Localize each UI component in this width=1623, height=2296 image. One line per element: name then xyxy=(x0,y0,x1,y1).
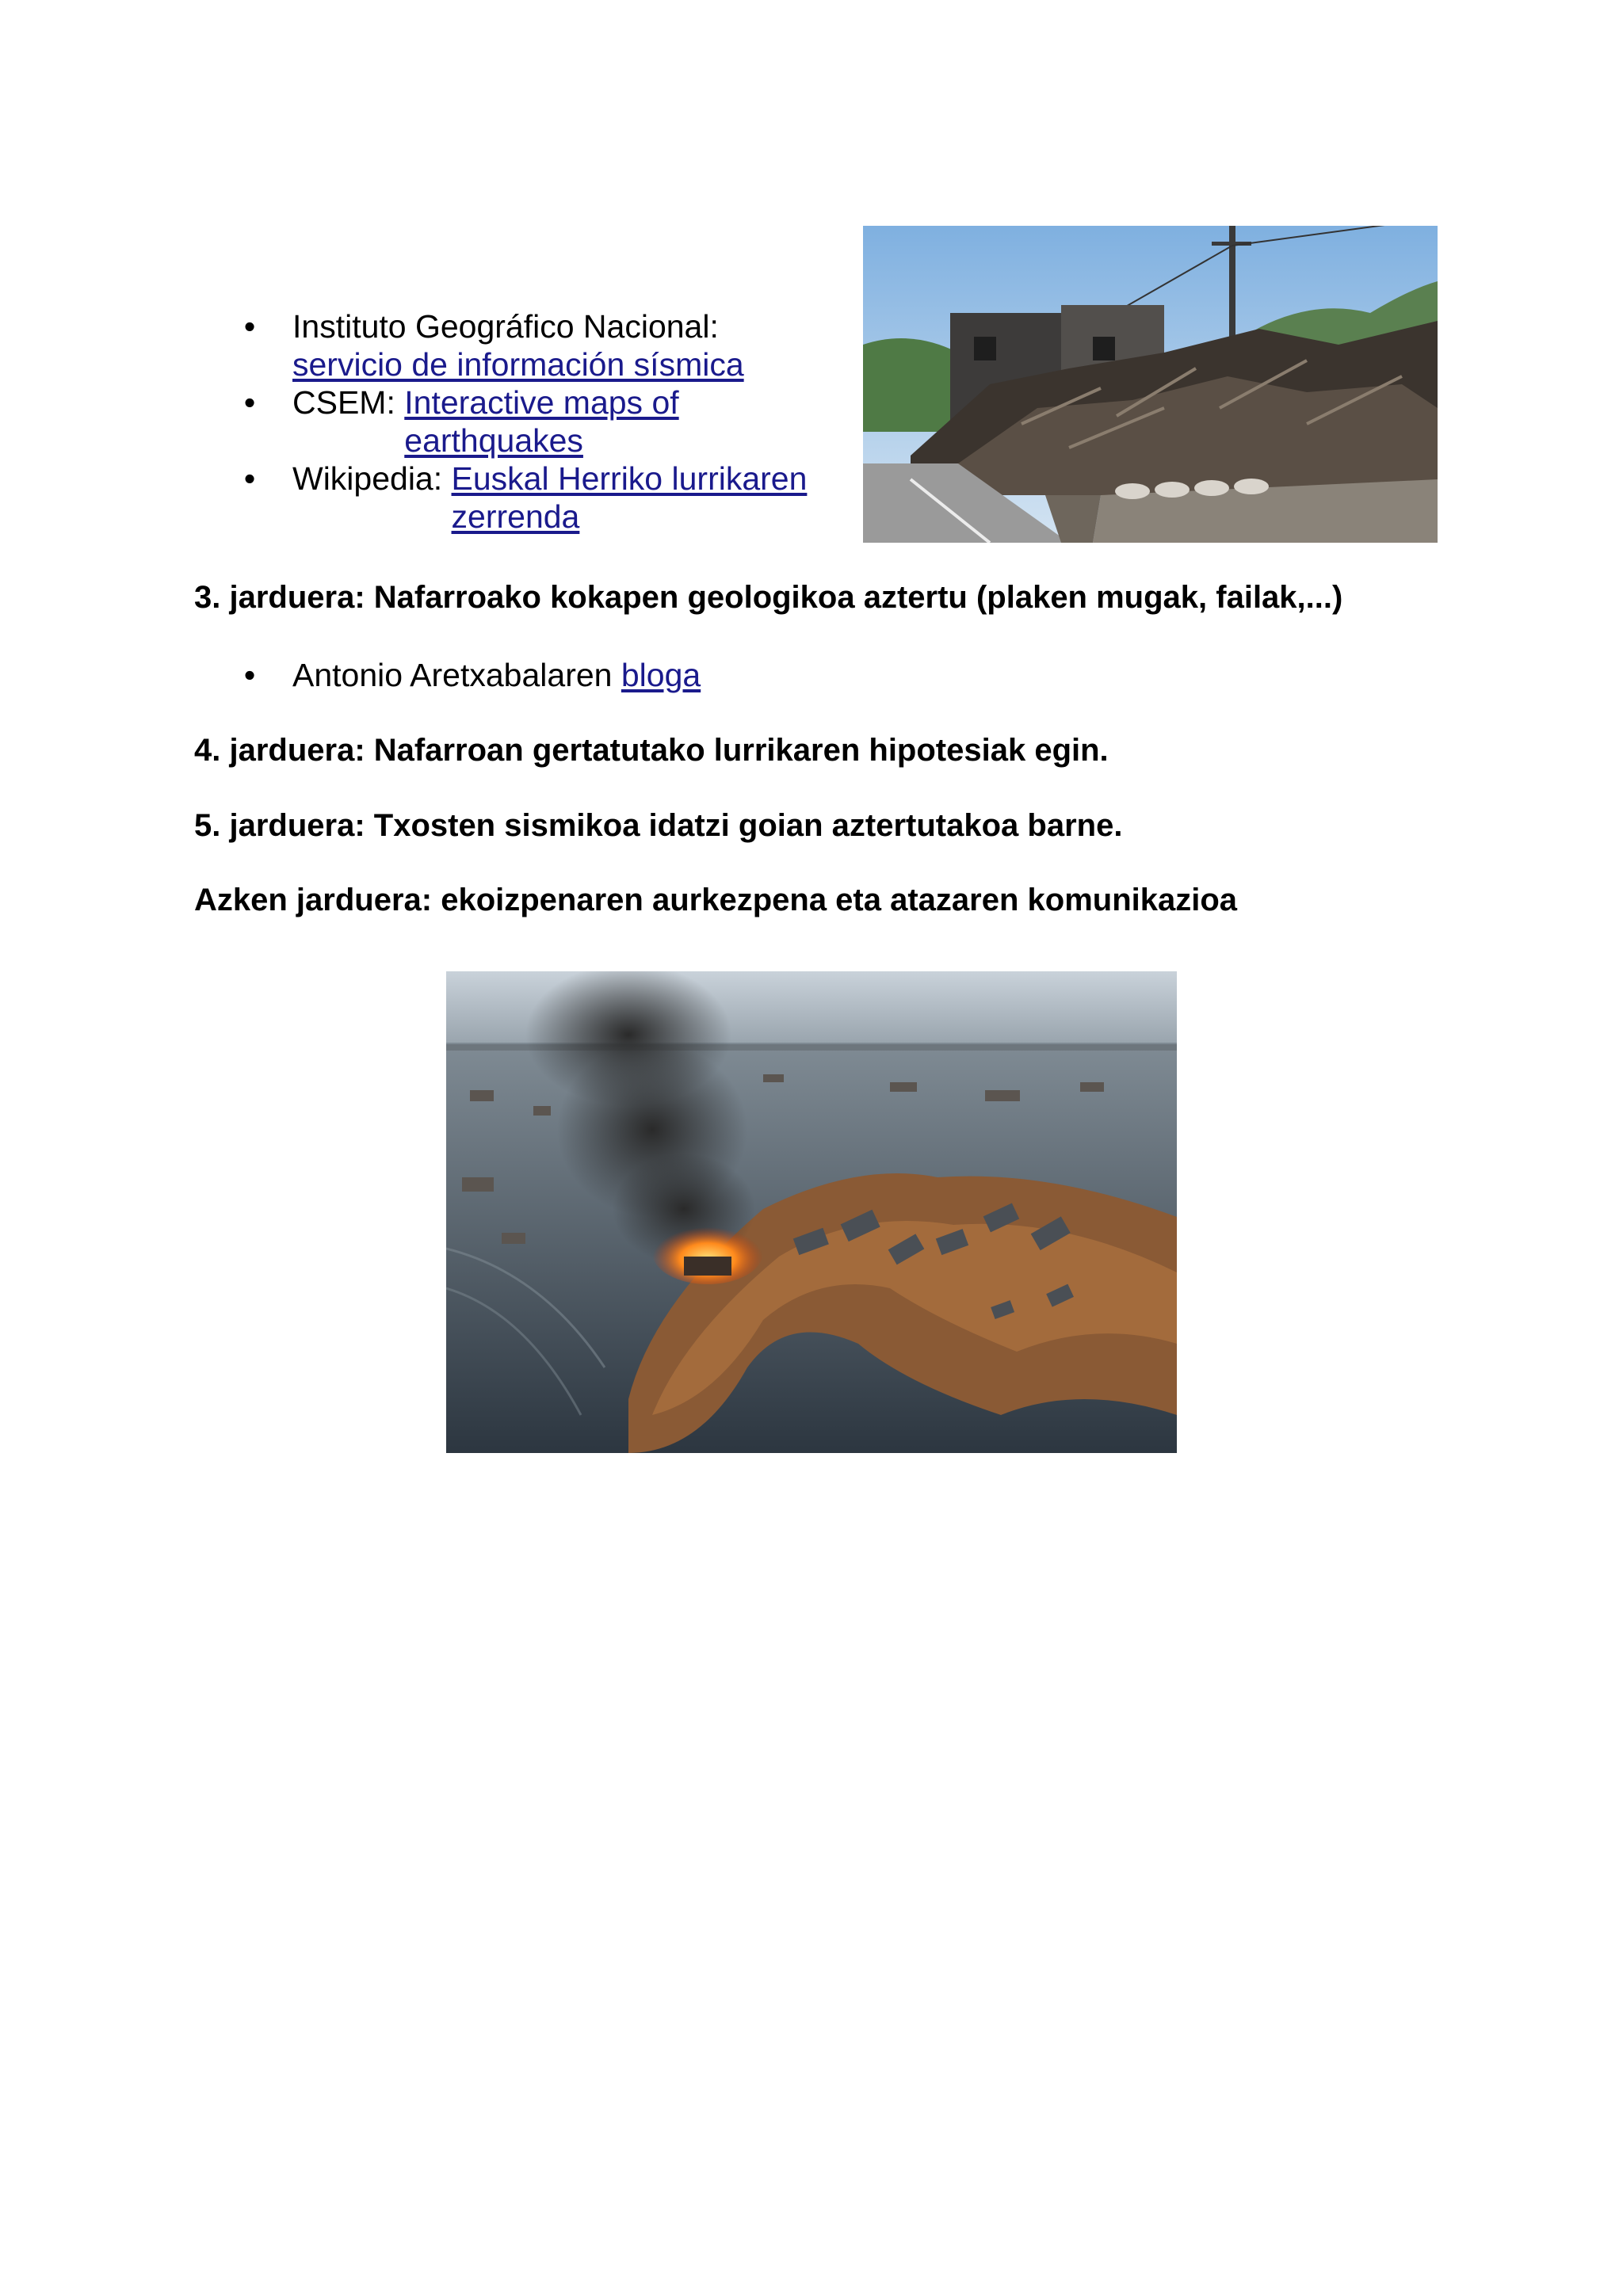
wikipedia-earthquake-list-link[interactable]: Euskal Herriko lurrikaren zerrenda xyxy=(451,460,808,535)
blog-link[interactable]: bloga xyxy=(621,657,701,693)
list-item-wikipedia xyxy=(242,460,828,536)
activity-5-heading: 5. jarduera: Txosten sismikoa idatzi goian aztertutakoa barne. xyxy=(194,808,1123,843)
list-item-blog xyxy=(242,656,701,694)
bullet: • xyxy=(243,460,256,497)
final-activity-heading: Azken jarduera: ekoizpenaren aurkezpena eta atazaren komunikazioa xyxy=(194,883,1238,917)
ign-seismic-info-link[interactable]: servicio de información sísmica xyxy=(292,346,744,383)
tsunami-flood-illustration xyxy=(446,971,1177,1453)
bullet: • xyxy=(243,308,256,345)
earthquake-ruins-illustration xyxy=(863,226,1438,543)
tsunami-flood-photo xyxy=(446,971,1177,1453)
csem-label: CSEM: xyxy=(292,384,395,421)
ign-label: Instituto Geográfico Nacional: xyxy=(292,308,719,345)
reference-links-list xyxy=(242,307,828,536)
activity-4-heading: 4. jarduera: Nafarroan gertatutako lurrikaren hipotesiak egin. xyxy=(194,733,1109,768)
activity-3-list xyxy=(242,656,701,694)
activity-3-heading: 3. jarduera: Nafarroako kokapen geologikoa aztertu (plaken mugak, failak,...) xyxy=(194,580,1343,615)
list-item-csem xyxy=(242,383,828,460)
list-item-ign xyxy=(242,307,828,383)
csem-interactive-maps-link[interactable]: Interactive maps of earthquakes xyxy=(404,384,679,459)
wikipedia-label: Wikipedia: xyxy=(292,460,443,497)
bullet: • xyxy=(243,384,256,421)
bullet: • xyxy=(243,657,256,693)
earthquake-ruins-photo xyxy=(863,226,1438,543)
blog-author-label: Antonio Aretxabalaren xyxy=(292,657,613,693)
